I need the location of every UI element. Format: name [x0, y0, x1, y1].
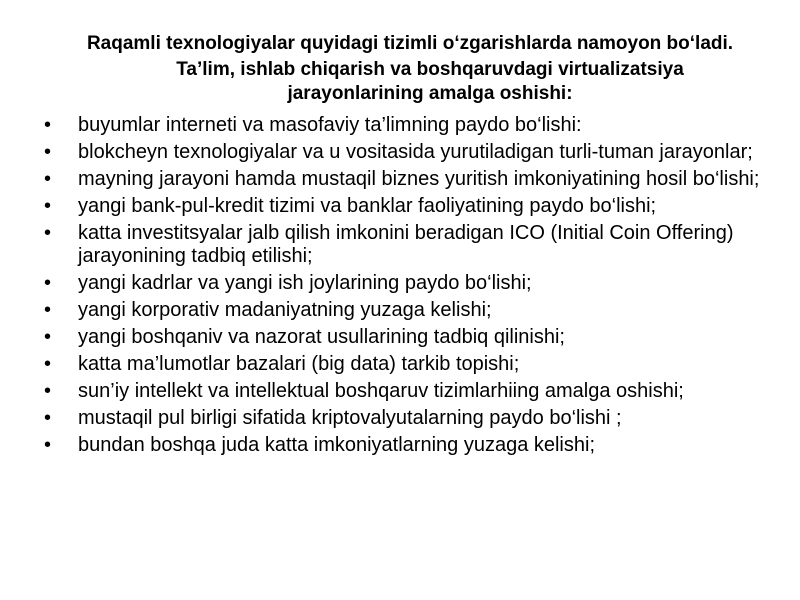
list-item [44, 168, 772, 191]
bullet-icon: • [44, 168, 52, 190]
bullet-icon: • [44, 380, 52, 402]
list-item-text: yangi bank-pul-kredit tizimi va banklar faoliyatining paydo bo‘lishi; [78, 195, 657, 217]
bullet-icon: • [44, 114, 52, 136]
list-item [44, 353, 772, 376]
bullet-icon: • [44, 299, 52, 321]
list-item [44, 326, 772, 349]
list-item [44, 380, 772, 403]
list-item-text: mustaqil pul birligi sifatida kriptovalyutalarning paydo bo‘lishi ; [78, 407, 622, 429]
list-item [44, 299, 772, 322]
bullet-icon: • [44, 195, 52, 217]
list-item-text: mayning jarayoni hamda mustaqil biznes yuritish imkoniyatining hosil bo‘lishi; [78, 168, 760, 190]
list-item-text: yangi korporativ madaniyatning yuzaga kelishi; [78, 299, 492, 321]
list-item [44, 141, 772, 164]
list-item-text: buyumlar interneti va masofaviy ta’limning paydo bo‘lishi: [78, 114, 582, 136]
bullet-icon: • [44, 272, 52, 294]
list-item [44, 434, 772, 457]
list-item-text: yangi kadrlar va yangi ish joylarining paydo bo‘lishi; [78, 272, 532, 294]
list-item-text: blokcheyn texnologiyalar va u vositasida yurutiladigan turli-tuman jarayonlar; [78, 141, 753, 163]
bullet-icon: • [44, 407, 52, 429]
bullet-icon: • [44, 326, 52, 348]
bullet-icon: • [44, 434, 52, 456]
bullet-icon: • [44, 141, 52, 163]
bullet-icon: • [44, 222, 52, 244]
list-item-text: katta investitsyalar jalb qilish imkonini beradigan ICO (Initial Coin Offering) jarayonining tadbiq etilishi; [78, 222, 734, 267]
list-item [44, 114, 772, 137]
list-item [44, 407, 772, 430]
list-item-text: yangi boshqaniv va nazorat usullarining tadbiq qilinishi; [78, 326, 565, 348]
list-item [44, 195, 772, 218]
list-item-text: katta ma’lumotlar bazalari (big data) tarkib topishi; [78, 353, 520, 375]
heading-line-1: Raqamli texnologiyalar quyidagi tizimli o‘zgarishlarda namoyon bo‘ladi. [86, 33, 734, 54]
heading-line-2: Ta’lim, ishlab chiqarish va boshqaruvdagi virtualizatsiya jarayonlarining amalga oshishi: [176, 59, 684, 104]
slide-heading [40, 32, 780, 106]
list-item-text: sun’iy intellekt va intellektual boshqaruv tizimlarhiing amalga oshishi; [78, 380, 684, 402]
list-item [44, 222, 772, 268]
bullet-list [44, 114, 772, 461]
bullet-icon: • [44, 353, 52, 375]
list-item [44, 272, 772, 295]
list-item-text: bundan boshqa juda katta imkoniyatlarning yuzaga kelishi; [78, 434, 596, 456]
